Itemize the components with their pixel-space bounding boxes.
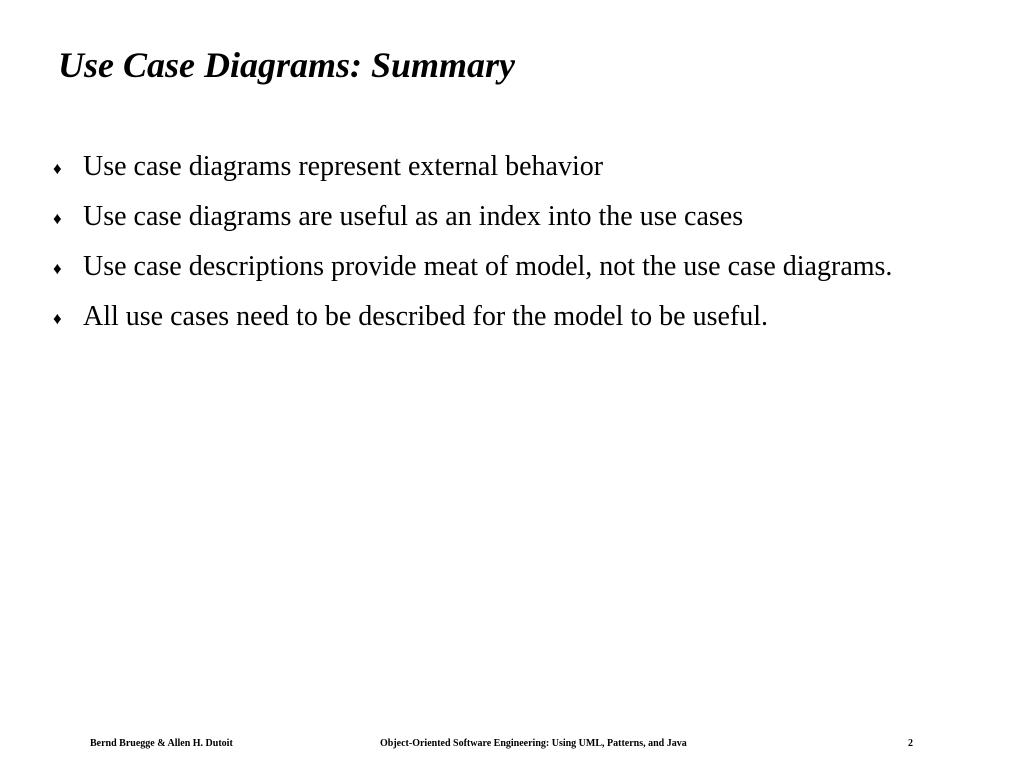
diamond-bullet-icon: ♦ <box>53 159 62 178</box>
footer-book-title: Object-Oriented Software Engineering: Using UML, Patterns, and Java <box>380 738 687 749</box>
bullet-list <box>50 150 950 350</box>
bullet-item <box>50 300 950 334</box>
bullet-text: All use cases need to be described for the model to be useful. <box>83 301 769 332</box>
bullet-item <box>50 250 950 284</box>
diamond-bullet-icon: ♦ <box>53 309 62 328</box>
diamond-bullet-icon: ♦ <box>53 259 62 278</box>
bullet-text: Use case diagrams are useful as an index into the use cases <box>83 201 744 232</box>
footer-page-number: 2 <box>908 738 913 749</box>
diamond-bullet-icon: ♦ <box>53 209 62 228</box>
bullet-item <box>50 200 950 234</box>
bullet-text: Use case diagrams represent external behavior <box>83 151 604 182</box>
footer-authors: Bernd Bruegge & Allen H. Dutoit <box>90 738 233 749</box>
bullet-item <box>50 150 950 184</box>
slide-title: Use Case Diagrams: Summary <box>58 45 516 85</box>
bullet-text: Use case descriptions provide meat of model, not the use case diagrams. <box>83 251 893 282</box>
